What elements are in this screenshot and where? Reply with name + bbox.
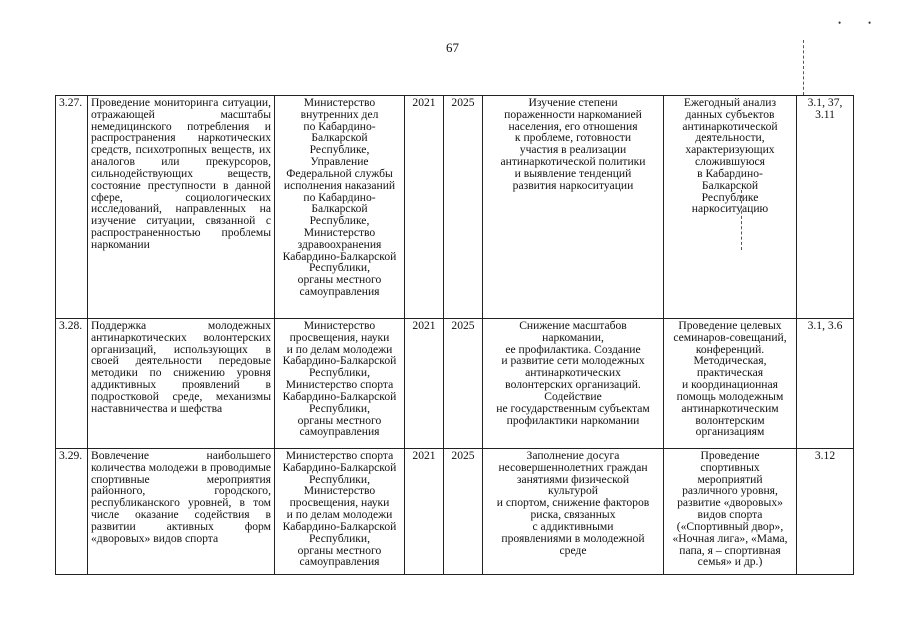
end-year: 2025 [444, 96, 483, 319]
expected-result: Заполнение досуга несовершеннолетних граждан занятиями физической культурой и спортом, снижение факторов риска, связанных с аддиктивными проявлениями в молодежной среде [483, 449, 664, 575]
table-row [56, 319, 854, 449]
executors-cell: Министерство внутренних дел по Кабардино- Балкарской Республике, Управление Федеральной службы исполнения наказаний по Кабардино- Балкарской Республике, Министерство здравоохранения Кабардино-Балкарской Республики, органы местного самоуправления [275, 96, 405, 319]
executors-cell: Министерство спорта Кабардино-Балкарской Республики, Министерство просвещения, науки и по делам молодежи Кабардино-Балкарской Республики, органы местного самоуправления [275, 449, 405, 575]
row-number: 3.29. [56, 449, 88, 575]
links-cell: 3.1, 3.6 [797, 319, 854, 449]
measure-description: Поддержка молодежных антинаркотических волонтерских организаций, использующих в своей деятельности передовые методики по снижению уровня аддиктивных проявлений в подростковой среде, механизмы наставничества и шефства [88, 319, 275, 449]
scan-artifact-mark: • [868, 18, 872, 28]
measure-description: Вовлечение наибольшего количества молодежи в проводимые спортивные мероприятия районного, городского, республиканского уровней, в том числе оказание содействия в развитии активных форм «дворовых» видов спорта [88, 449, 275, 575]
table-row [56, 96, 854, 319]
start-year: 2021 [405, 319, 444, 449]
table-row [56, 449, 854, 575]
page-number: 67 [446, 40, 459, 55]
end-year: 2025 [444, 319, 483, 449]
expected-result: Изучение степени пораженности наркоманией населения, его отношения к проблеме, готовности участия в реализации антинаркотической политики и выявление тенденций развития наркоситуации [483, 96, 664, 319]
indicators-cell: Ежегодный анализ данных субъектов антинаркотической деятельности, характеризующих сложившуюся в Кабардино- Балкарской Республике наркоситуацию [664, 96, 797, 319]
measure-description: Проведение мониторинга ситуации, отражающей масштабы немедицинского потребления и распространения наркотических средств, психотропных веществ, их аналогов или прекурсоров, сильнодействующих веществ, состояние преступности в данной сфере, социологических исследований, направленных на изучение ситуации, связанной с распространенностью проблемы наркомании [88, 96, 275, 319]
start-year: 2021 [405, 449, 444, 575]
indicators-cell: Проведение спортивных мероприятий различного уровня, развитие «дворовых» видов спорта («Спортивный двор», «Ночная лига», «Мама, папа, я – спортивная семья» и др.) [664, 449, 797, 575]
scan-artifact-line [803, 40, 804, 95]
end-year: 2025 [444, 449, 483, 575]
scan-artifact-mark: • [838, 18, 842, 28]
measures-table [55, 95, 854, 575]
start-year: 2021 [405, 96, 444, 319]
scan-artifact-line [741, 190, 742, 250]
links-cell: 3.1, 37, 3.11 [797, 96, 854, 319]
row-number: 3.27. [56, 96, 88, 319]
executors-cell: Министерство просвещения, науки и по делам молодежи Кабардино-Балкарской Республики, Министерство спорта Кабардино-Балкарской Республики, органы местного самоуправления [275, 319, 405, 449]
links-cell: 3.12 [797, 449, 854, 575]
expected-result: Снижение масштабов наркомании, ее профилактика. Создание и развитие сети молодежных антинаркотических волонтерских организаций. Содействие не государственным субъектам профилактики наркомании [483, 319, 664, 449]
row-number: 3.28. [56, 319, 88, 449]
indicators-cell: Проведение целевых семинаров-совещаний, конференций. Методическая, практическая и координационная помощь молодежным антинаркотическим волонтерским организациям [664, 319, 797, 449]
